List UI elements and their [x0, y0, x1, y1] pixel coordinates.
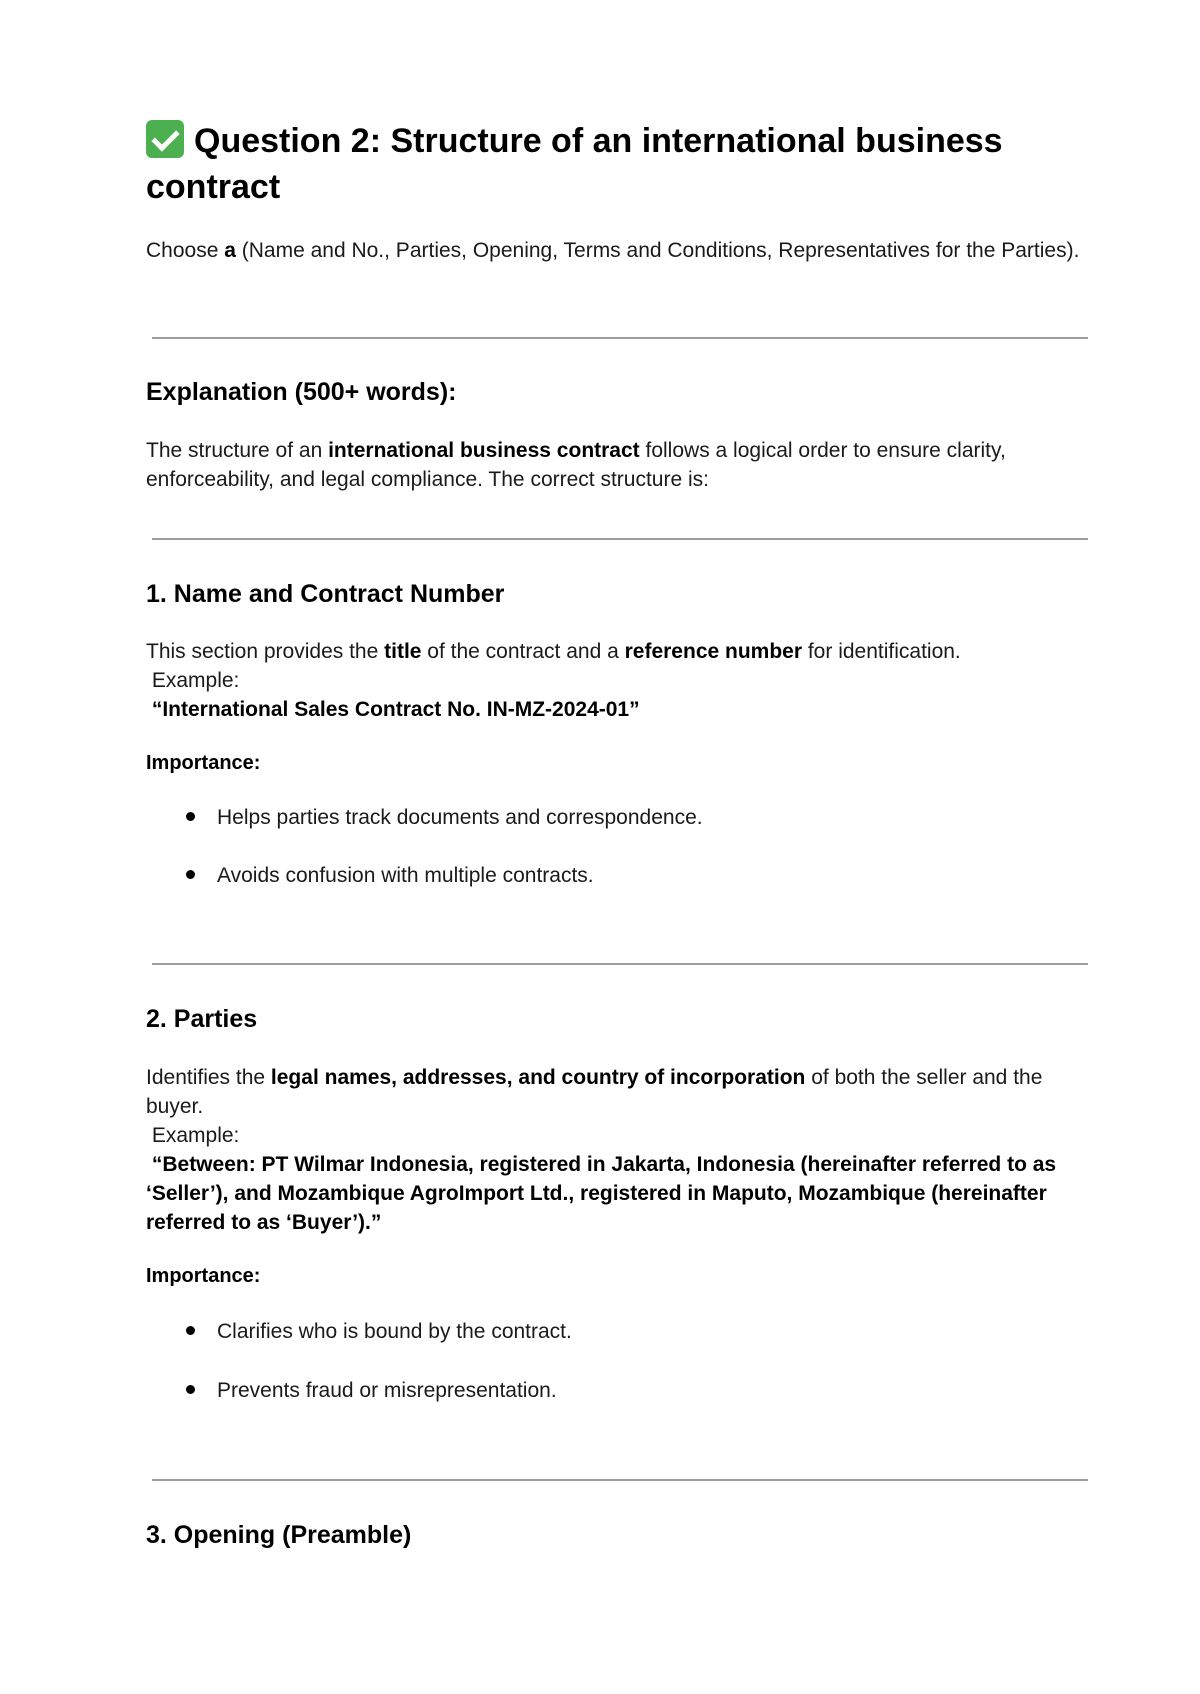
section2-text: Identifies the: [146, 1066, 271, 1089]
section1-paragraph: [146, 637, 1081, 724]
explanation-text-rest: follows a logical order to ensure clarity, enforceability, and legal compliance. The correct structure is:: [146, 439, 1006, 491]
intro-text-rest: (Name and No., Parties, Opening, Terms and Conditions, Representatives for the Parties).: [235, 239, 1080, 262]
section1-heading: 1. Name and Contract Number: [146, 580, 505, 608]
list-item: [186, 1317, 572, 1346]
intro-answer: a: [224, 239, 236, 262]
section1-text: This section provides the: [146, 640, 385, 663]
divider: [152, 963, 1088, 965]
section2-text-2: of both the seller and the buyer.: [146, 1066, 1043, 1118]
section2-bold: legal names, addresses, and country of incorporation: [270, 1066, 806, 1089]
divider: [152, 538, 1088, 540]
intro-paragraph: [146, 236, 1081, 265]
list-item-text: Avoids confusion with multiple contracts.: [217, 864, 594, 887]
explanation-heading: Explanation (500+ words):: [146, 378, 457, 406]
section2-example-label: Example:: [151, 1124, 240, 1147]
section2-importance-label: Importance:: [146, 1265, 261, 1287]
section3-heading: 3. Opening (Preamble): [146, 1521, 412, 1549]
explanation-text: The structure of an: [146, 439, 329, 462]
bullet-icon: [186, 1326, 195, 1335]
divider: [152, 337, 1088, 339]
section1-text-2: of the contract and a: [421, 640, 625, 663]
list-item: [186, 803, 703, 832]
section1-example-label: Example:: [151, 669, 240, 692]
bullet-icon: [186, 812, 195, 821]
explanation-bold: international business contract: [328, 439, 640, 462]
section1-bold-title: title: [384, 640, 422, 663]
bullet-icon: [186, 1385, 195, 1394]
list-item-text: Clarifies who is bound by the contract.: [217, 1320, 572, 1343]
list-item-text: Prevents fraud or misrepresentation.: [217, 1379, 557, 1402]
section1-text-3: for identification.: [802, 640, 961, 663]
section1-bold-reference: reference number: [624, 640, 803, 663]
section2-heading: 2. Parties: [146, 1005, 258, 1033]
page-title: [146, 118, 1086, 210]
intro-text: Choose: [146, 239, 225, 262]
section1-example: “International Sales Contract No. IN-MZ-2024-01”: [151, 698, 640, 721]
section2-paragraph: [146, 1063, 1081, 1237]
bullet-icon: [186, 870, 195, 879]
divider: [152, 1479, 1088, 1481]
section2-example: “Between: PT Wilmar Indonesia, registered in Jakarta, Indonesia (hereinafter referred to as ‘Seller’), and Mozambique AgroImport Ltd., registered in Maputo, Mozambique (hereinafter referred to as ‘Buyer’).”: [146, 1153, 1057, 1234]
list-item-text: Helps parties track documents and correspondence.: [217, 806, 703, 829]
check-mark-icon: [146, 120, 184, 158]
list-item: [186, 861, 594, 890]
section1-importance-label: Importance:: [146, 752, 261, 774]
explanation-paragraph: [146, 436, 1081, 494]
page-title-text: Question 2: Structure of an international business contract: [146, 122, 1003, 206]
list-item: [186, 1376, 557, 1405]
